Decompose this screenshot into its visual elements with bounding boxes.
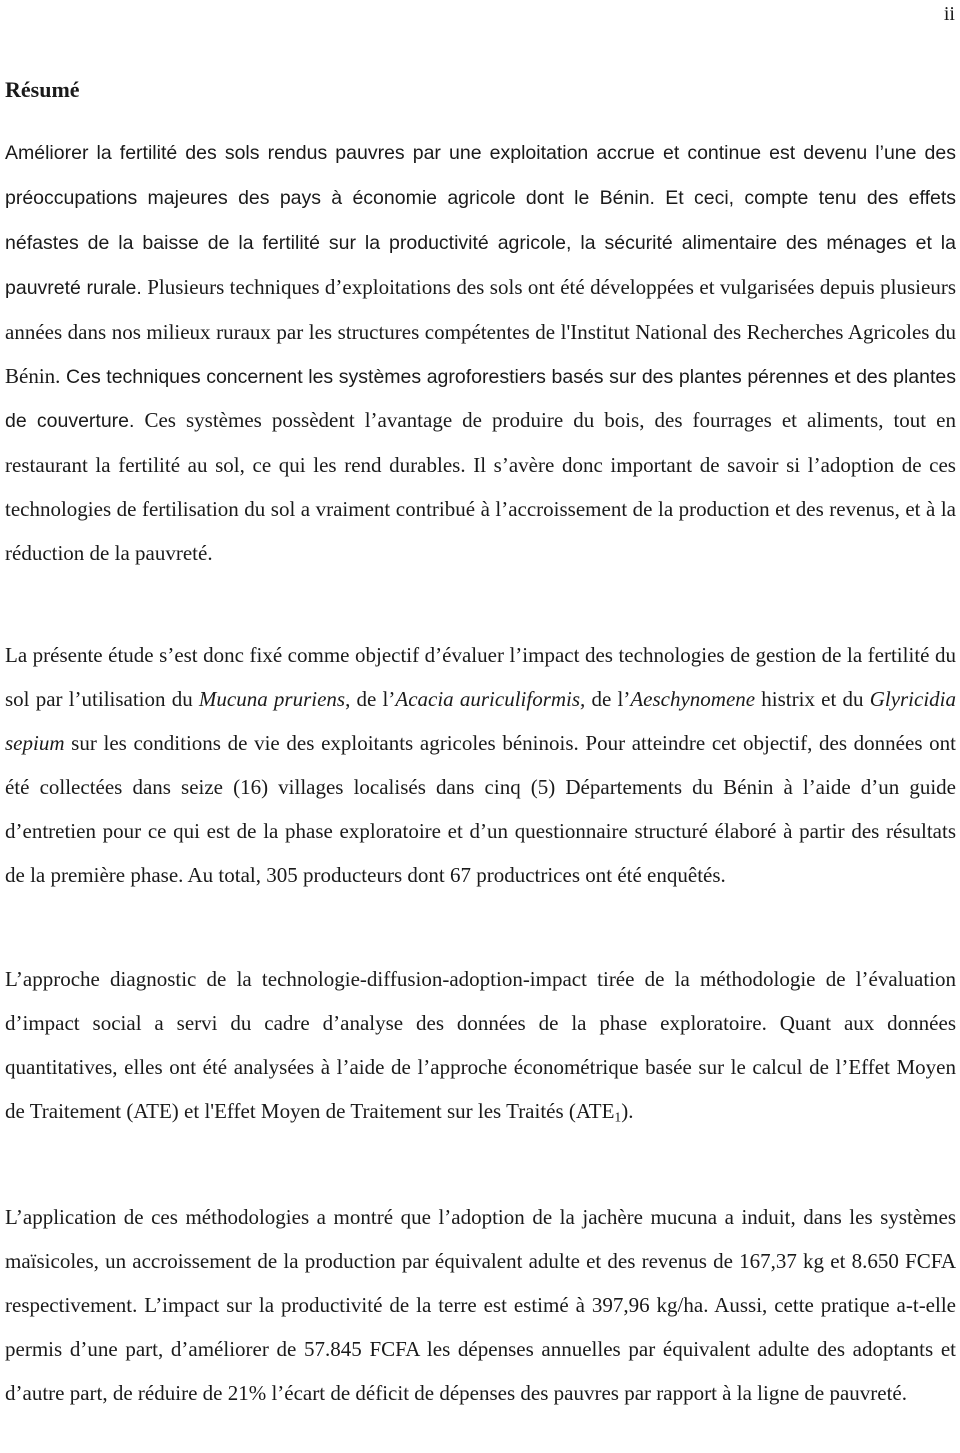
species-name: Acacia auriculiformis,	[395, 686, 586, 711]
subscript: 1	[614, 1109, 622, 1125]
paragraph-1-sans-text-c: Ces techniques concernent les systèmes agroforestiers basés sur des plantes pérennes et des plantes de couverture.	[5, 365, 956, 433]
species-name: Glyricidia sepium	[5, 686, 957, 755]
paragraph-2-text: histrix et du	[755, 686, 870, 711]
paragraph-2-text: , de l’	[345, 686, 396, 711]
paragraph-3-text: ).	[621, 1098, 634, 1123]
paragraph-1-text-d: Ces systèmes possèdent l’avantage de produire du bois, des fourrages et aliments, tout en restaurant la fertilité au sol, ce qui les rend durables.	[5, 408, 956, 478]
paragraph-1-text-e: Il s’avère donc important de savoir si l’adoption de ces technologies de fertilisation du sol a vraiment contribué à l’accroissement de la production et des revenus, et à la réduction de la pauvreté.	[5, 453, 956, 566]
section-heading: Résumé	[5, 77, 80, 102]
paragraph-1-text-b: Plusieurs techniques d’exploitations des sols ont été développées et vulgarisées depuis plusieurs années dans nos milieux ruraux par les structures compétentes de l'Institut National des Recherches Agricoles du Bénin.	[5, 274, 957, 388]
species-name: Mucuna pruriens	[198, 686, 346, 711]
paragraph-1-sans-text: Améliorer la fertilité des sols rendus pauvres par une exploitation accrue et continue est devenu l’une des préoccupations majeures des pays à économie agricole dont le Bénin. Et ceci, compte tenu des effets néfastes de la baisse de la fertilité sur la productivité agricole, la sécurité alimentaire des ménages et la pauvreté rurale.	[5, 142, 956, 299]
paragraph-4: L’application de ces méthodologies a montré que l’adoption de la jachère mucuna a induit, dans les systèmes maïsicoles, un accroissement de la production par équivalent adulte et des revenus de 167,37 kg et 8.650 FCFA respectivement. L’impact sur la productivité de la terre est estimé à 397,96 kg/ha. Aussi, cette pratique a-t-elle permis d’une part, d’améliorer de 57.845 FCFA les dépenses annuelles par équivalent adulte des adoptants et d’autre part, de réduire de 21% l’écart de déficit de dépenses des pauvres par rapport à la ligne de pauvreté.	[5, 1205, 956, 1405]
paragraph-2-text: La présente étude s’est donc fixé comme objectif d’évaluer l’impact des technologies de gestion de la fertilité du sol par l’utilisation du	[5, 643, 956, 711]
species-name: Aeschynomene	[630, 686, 756, 711]
paragraph-3	[5, 958, 956, 1134]
paragraph-2-text: de l’	[585, 686, 631, 711]
paragraph-3-text: L’approche diagnostic de la technologie-diffusion-adoption-impact tirée de la méthodologie de l’évaluation d’impact social a servi du cadre d’analyse des données de la phase exploratoire. Quant aux données quantitatives, elles ont été analysées à l’aide de l’approche économétrique basée sur le calcul de l’Effet Moyen de Traitement (ATE) et l'Effet Moyen de Traitement sur les Traités (ATE	[5, 967, 956, 1123]
page-number: ii	[943, 3, 955, 25]
paragraph-2	[5, 634, 956, 897]
paragraph-1	[5, 131, 956, 576]
paragraph-2-text: sur les conditions de vie des exploitants agricoles béninois. Pour atteindre cet objectif, des données ont été collectées dans seize (16) villages localisés dans cinq (5) Départements du Bénin à l’aide d’un guide d’entretien pour ce qui est de la phase exploratoire et d’un questionnaire structuré élaboré à partir des résultats de la première phase. Au total, 305 producteurs dont 67 productrices ont été enquêtés.	[5, 730, 956, 887]
